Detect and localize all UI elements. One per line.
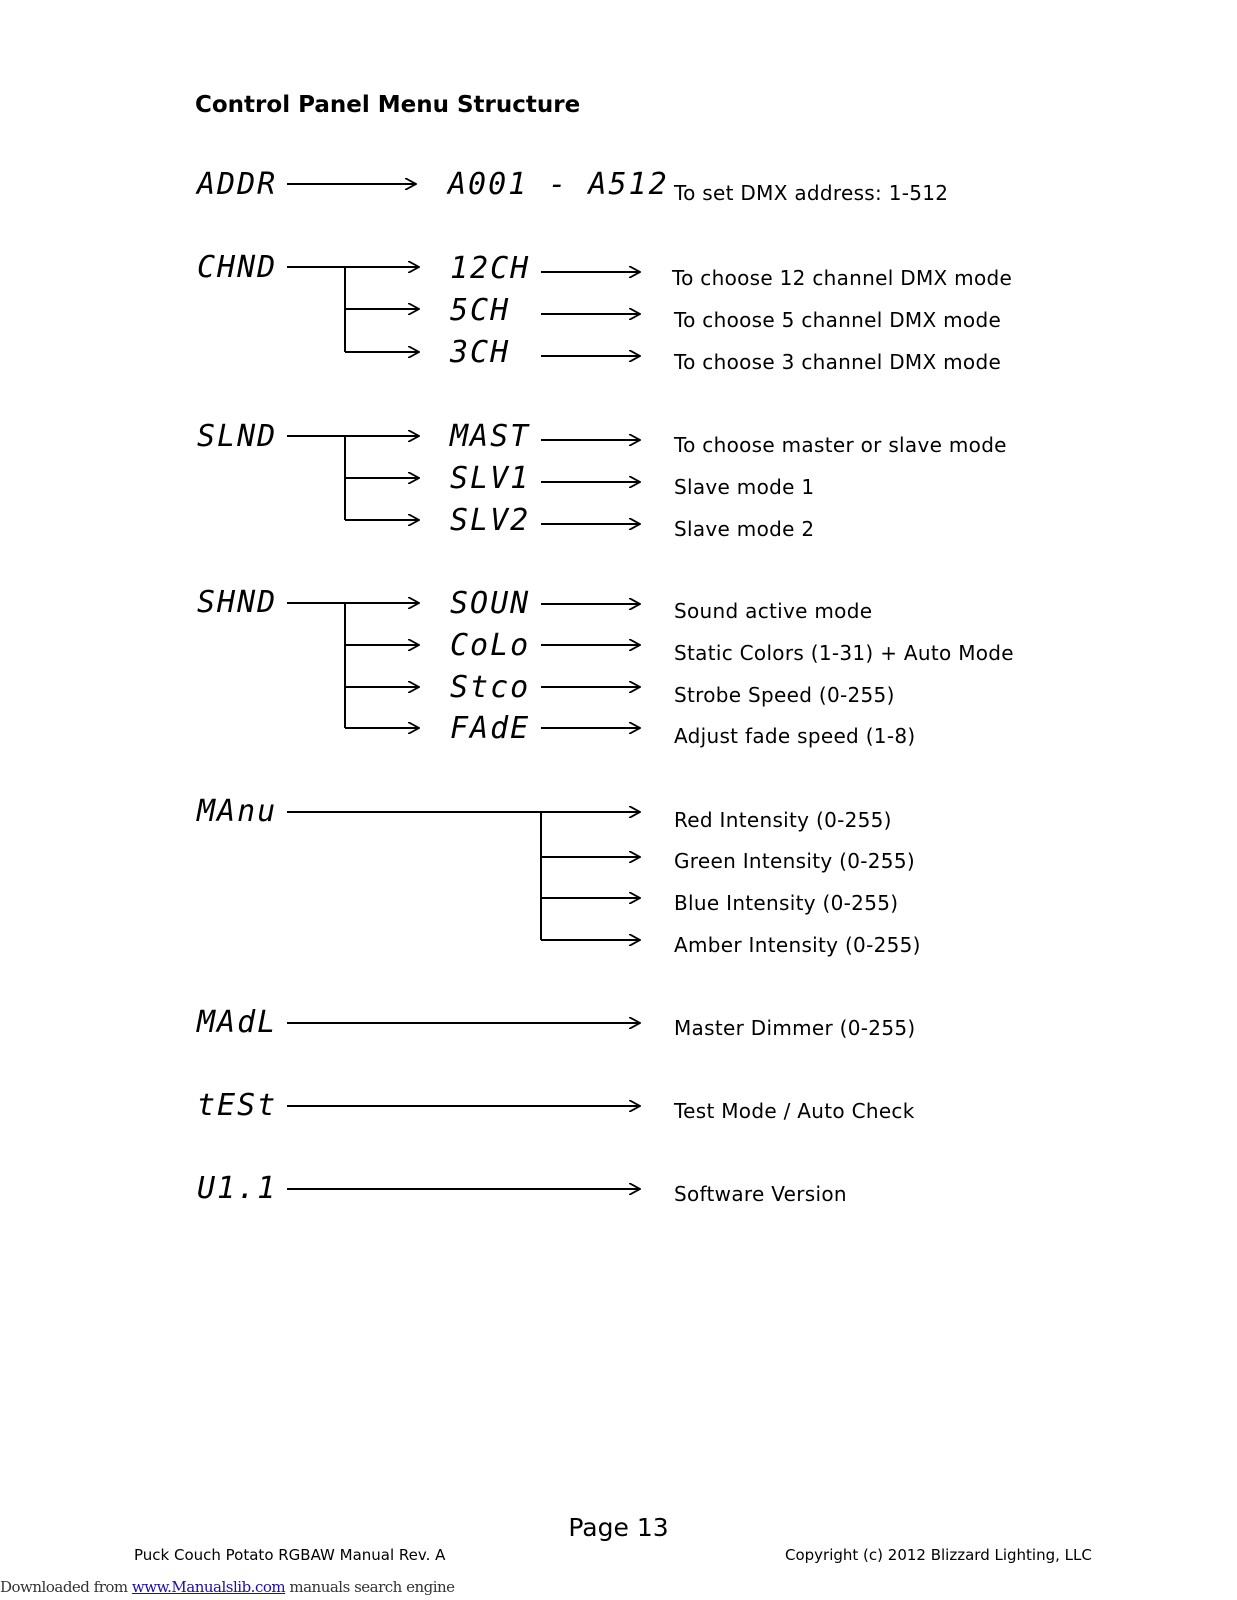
lcd-manu: MAnu xyxy=(197,794,278,829)
desc-version: Software Version xyxy=(674,1182,847,1206)
desc-test: Test Mode / Auto Check xyxy=(674,1099,915,1123)
footer-copyright: Copyright (c) 2012 Blizzard Lighting, LLC xyxy=(785,1546,1092,1564)
lcd-madl: MAdL xyxy=(197,1005,278,1040)
desc-slv1: Slave mode 1 xyxy=(674,475,815,499)
lcd-slnd: SLND xyxy=(197,419,278,454)
desc-5ch: To choose 5 channel DMX mode xyxy=(674,308,1002,332)
desc-blue: Blue Intensity (0-255) xyxy=(674,891,899,915)
footer-manual-title: Puck Couch Potato RGBAW Manual Rev. A xyxy=(134,1546,446,1564)
desc-fade: Adjust fade speed (1-8) xyxy=(674,724,916,748)
desc-master-dimmer: Master Dimmer (0-255) xyxy=(674,1016,916,1040)
lcd-address-range: A001 - A512 xyxy=(448,167,669,202)
manualslib-link[interactable]: www.Manualslib.com xyxy=(131,1578,286,1596)
lcd-slv2: SLV2 xyxy=(450,503,531,538)
lcd-fade: FAdE xyxy=(450,711,531,746)
desc-address: To set DMX address: 1-512 xyxy=(674,181,949,205)
lcd-soun: SOUN xyxy=(450,586,531,621)
desc-soun: Sound active mode xyxy=(674,599,873,623)
lcd-version: U1.1 xyxy=(197,1171,278,1206)
lcd-shnd: SHND xyxy=(197,585,278,620)
desc-slv2: Slave mode 2 xyxy=(674,517,815,541)
lcd-colo: CoLo xyxy=(450,628,531,663)
page-title: Control Panel Menu Structure xyxy=(195,92,581,118)
download-suffix: manuals search engine xyxy=(285,1578,455,1596)
download-prefix: Downloaded from xyxy=(0,1578,132,1596)
desc-amber: Amber Intensity (0-255) xyxy=(674,933,921,957)
lcd-test: tESt xyxy=(197,1088,278,1123)
lcd-addr: ADDR xyxy=(197,167,278,202)
desc-green: Green Intensity (0-255) xyxy=(674,849,915,873)
lcd-stco: Stco xyxy=(450,670,531,705)
lcd-5ch: 5CH xyxy=(450,293,511,328)
download-notice xyxy=(0,1578,455,1596)
desc-stco: Strobe Speed (0-255) xyxy=(674,683,895,707)
desc-colo: Static Colors (1-31) + Auto Mode xyxy=(674,641,1014,665)
desc-3ch: To choose 3 channel DMX mode xyxy=(674,350,1002,374)
lcd-mast: MAST xyxy=(450,419,531,454)
lcd-12ch: 12CH xyxy=(450,251,531,286)
desc-red: Red Intensity (0-255) xyxy=(674,808,892,832)
desc-mast: To choose master or slave mode xyxy=(674,433,1007,457)
lcd-chnd: CHND xyxy=(197,250,278,285)
page-number: Page 13 xyxy=(568,1513,669,1542)
desc-12ch: To choose 12 channel DMX mode xyxy=(672,266,1013,290)
lcd-slv1: SLV1 xyxy=(450,461,531,496)
lcd-3ch: 3CH xyxy=(450,335,511,370)
